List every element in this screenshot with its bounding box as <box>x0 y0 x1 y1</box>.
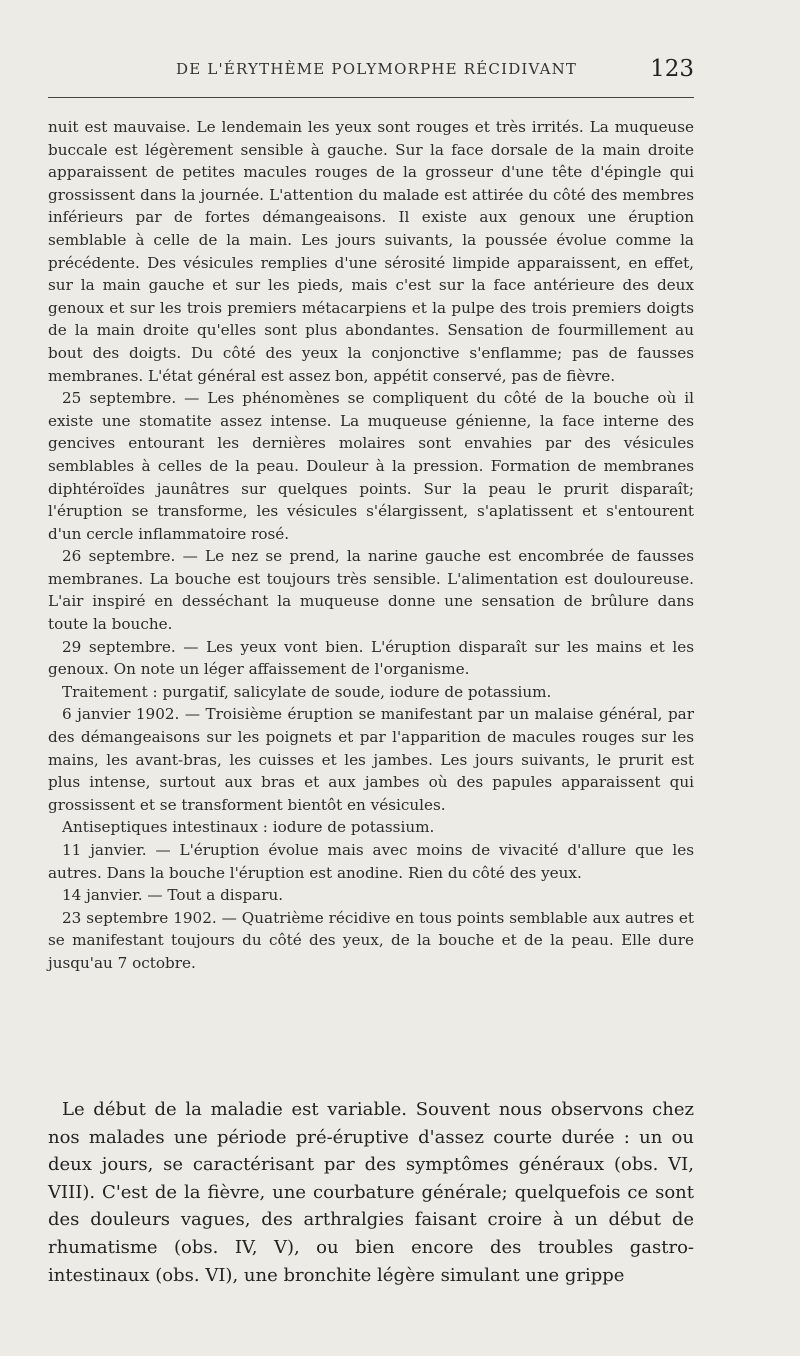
running-title: DE L'ÉRYTHÈME POLYMORPHE RÉCIDIVANT <box>176 60 578 78</box>
entry-antiseptiques: Antiseptiques intestinaux : iodure de potassium. <box>62 818 435 837</box>
main-text <box>48 1096 694 1289</box>
case-notes <box>48 116 694 975</box>
entry-6-janvier-1902: 6 janvier 1902. — Troisième éruption se manifestant par un malaise général, par des démangeaisons sur les poignets et par l'apparition de macules rouges sur les mains, les avant-bras, les cuisses et les jambes. Les jours suivants, le prurit est plus intense, surtout aux bras et aux jambes où des papules apparaissent qui grossissent et se transforment bientôt en vésicules. <box>48 705 694 814</box>
page-header <box>48 56 694 90</box>
page-number: 123 <box>650 56 694 82</box>
case-paragraph-continued: nuit est mauvaise. Le lendemain les yeux sont rouges et très irrités. La muqueuse buccale est légèrement sensible à gauche. Sur la face dorsale de la main droite apparaissent de petites macules rouges de la grosseur d'une tête d'épingle qui grossissent dans la journée. L'attention du malade est attirée du côté des membres inférieurs par de fortes démangeaisons. Il existe aux genoux une éruption semblable à celle de la main. Les jours suivants, la poussée évolue comme la précédente. Des vésicules remplies d'une sérosité limpide apparaissent, en effet, sur la main gauche et sur les pieds, mais c'est sur la face antérieure des deux genoux et sur les trois premiers métacarpiens et la pulpe des trois premiers doigts de la main droite qu'elles sont plus abondantes. Sensation de fourmillement au bout des doigts. Du côté des yeux la conjonctive s'enflamme; pas de fausses membranes. L'état général est assez bon, appétit conservé, pas de fièvre. <box>48 118 694 385</box>
entry-29-septembre: 29 septembre. — Les yeux vont bien. L'éruption disparaît sur les mains et les genoux. On note un léger affaissement de l'organisme. <box>48 637 694 679</box>
entry-26-septembre: 26 septembre. — Le nez se prend, la narine gauche est encombrée de fausses membranes. La bouche est toujours très sensible. L'alimentation est douloureuse. L'air inspiré en desséchant la muqueuse donne une sensation de brûlure dans toute la bouche. <box>48 547 694 634</box>
entry-25-septembre: 25 septembre. — Les phénomènes se compliquent du côté de la bouche où il existe une stomatite assez intense. La muqueuse génienne, la face interne des gencives entourant les dernières molaires sont envahies par des vésicules semblables à celles de la peau. Douleur à la pression. Formation de membranes diphtéroïdes jaunâtres sur quelques points. Sur la peau le prurit disparaît; l'éruption se transforme, les vésicules s'élargissent, s'aplatissent et s'entourent d'un cercle inflammatoire rosé. <box>48 389 694 543</box>
entry-11-janvier: 11 janvier. — L'éruption évolue mais avec moins de vivacité d'allure que les autres. Dans la bouche l'éruption est anodine. Rien du côté des yeux. <box>48 841 694 882</box>
main-paragraph: Le début de la maladie est variable. Souvent nous observons chez nos malades une période pré-éruptive d'assez courte durée : un ou deux jours, se caractérisant par des symptômes généraux (obs. VI, VIII). C'est de la fièvre, une courbature générale; quelquefois ce sont des douleurs vagues, des arthralgies faisant croire à un début de rhumatisme (obs. IV, V), ou bien encore des troubles gastro-intestinaux (obs. VI), une bronchite légère simulant une grippe <box>48 1099 694 1286</box>
entry-23-septembre-1902: 23 septembre 1902. — Quatrième récidive en tous points semblable aux autres et se manifestant toujours du côté des yeux, de la bouche et de la peau. Elle dure jusqu'au 7 octobre. <box>48 908 694 972</box>
header-rule <box>48 97 694 98</box>
entry-traitement: Traitement : purgatif, salicylate de soude, iodure de potassium. <box>62 682 552 701</box>
entry-14-janvier: 14 janvier. — Tout a disparu. <box>62 886 284 905</box>
